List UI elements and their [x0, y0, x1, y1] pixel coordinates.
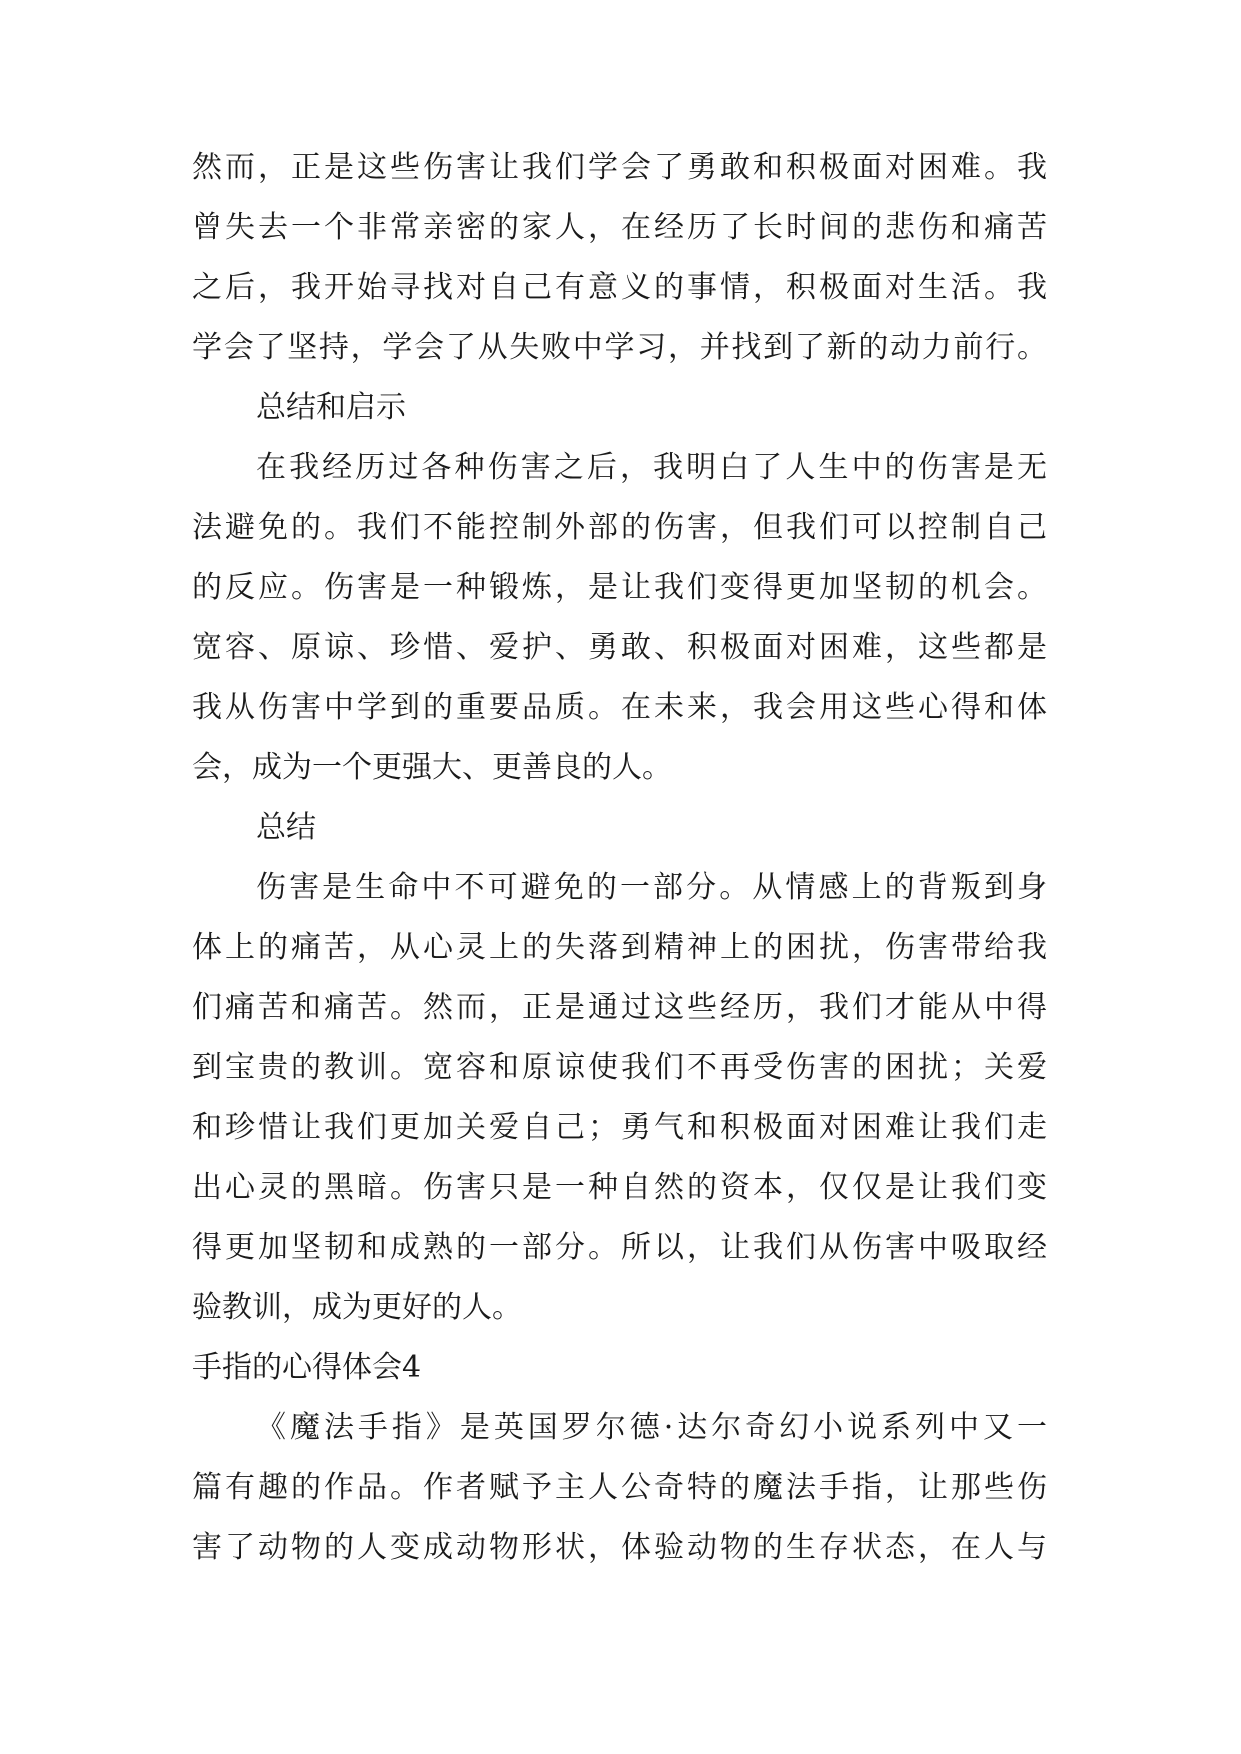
- body-text-line: 在我经历过各种伤害之后，我明白了人生中的伤害是无: [256, 450, 1047, 485]
- body-text-line: 得更加坚韧和成熟的一部分。所以，让我们从伤害中吸取经: [192, 1230, 1047, 1265]
- body-text-line: 我从伤害中学到的重要品质。在未来，我会用这些心得和体: [192, 690, 1047, 725]
- chapter-title: 手指的心得体会4: [192, 1350, 422, 1385]
- section-heading: 总结和启示: [256, 390, 406, 425]
- body-text-line: 会，成为一个更强大、更善良的人。: [192, 750, 672, 785]
- body-text-line: 学会了坚持，学会了从失败中学习，并找到了新的动力前行。: [192, 330, 1047, 365]
- body-text-line: 验教训，成为更好的人。: [192, 1290, 522, 1325]
- body-text-line: 的反应。伤害是一种锻炼，是让我们变得更加坚韧的机会。: [192, 570, 1047, 605]
- body-text-line: 法避免的。我们不能控制外部的伤害，但我们可以控制自己: [192, 510, 1047, 545]
- section-heading: 总结: [256, 810, 316, 845]
- body-text-line: 和珍惜让我们更加关爱自己；勇气和积极面对困难让我们走: [192, 1110, 1047, 1145]
- body-text-line: 曾失去一个非常亲密的家人，在经历了长时间的悲伤和痛苦: [192, 210, 1047, 245]
- body-text-line: 《魔法手指》是英国罗尔德·达尔奇幻小说系列中又一: [256, 1410, 1047, 1445]
- body-text-line: 们痛苦和痛苦。然而，正是通过这些经历，我们才能从中得: [192, 990, 1047, 1025]
- body-text-line: 伤害是生命中不可避免的一部分。从情感上的背叛到身: [256, 870, 1047, 905]
- body-text-line: 害了动物的人变成动物形状，体验动物的生存状态，在人与: [192, 1530, 1047, 1565]
- body-text-line: 到宝贵的教训。宽容和原谅使我们不再受伤害的困扰；关爱: [192, 1050, 1047, 1085]
- body-text-line: 篇有趣的作品。作者赋予主人公奇特的魔法手指，让那些伤: [192, 1470, 1047, 1505]
- body-text-line: 然而，正是这些伤害让我们学会了勇敢和积极面对困难。我: [192, 150, 1047, 185]
- body-text-line: 出心灵的黑暗。伤害只是一种自然的资本，仅仅是让我们变: [192, 1170, 1047, 1205]
- body-text-line: 之后，我开始寻找对自己有意义的事情，积极面对生活。我: [192, 270, 1047, 305]
- body-text-line: 宽容、原谅、珍惜、爱护、勇敢、积极面对困难，这些都是: [192, 630, 1047, 665]
- body-text-line: 体上的痛苦，从心灵上的失落到精神上的困扰，伤害带给我: [192, 930, 1047, 965]
